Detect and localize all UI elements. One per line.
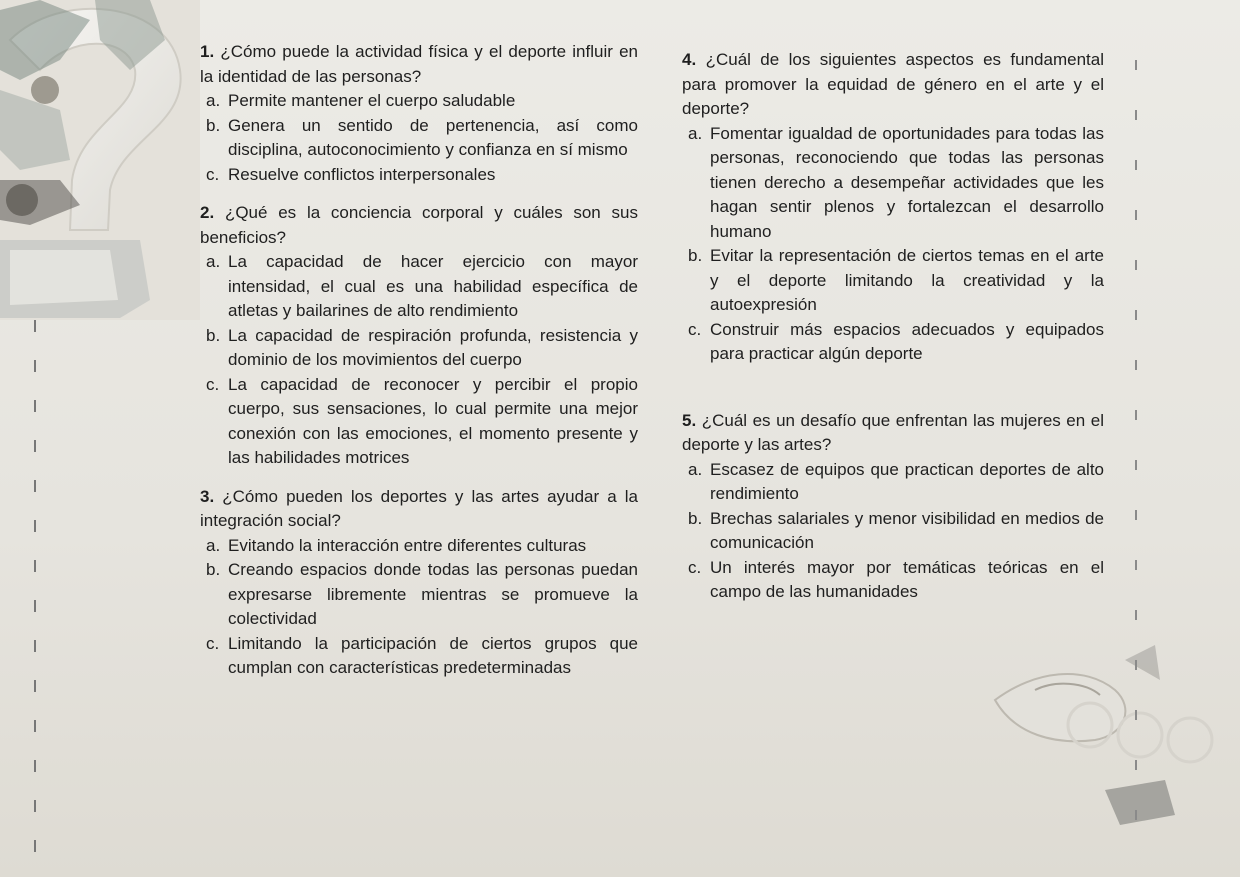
question-stem: ¿Cuál de los siguientes aspectos es fundamental para promover la equidad de género en el arte y el deporte? [682,50,1104,118]
option-1b[interactable] [200,114,638,163]
question-2 [200,201,638,471]
option-2a[interactable] [200,250,638,324]
option-3a[interactable] [200,534,638,559]
question-2-text [200,201,638,250]
question-stem: ¿Cómo pueden los deportes y las artes ayudar a la integración social? [200,486,638,530]
option-text: Brechas salariales y menor visibilidad en medios de comunicación [710,508,1104,552]
question-number: 4. [682,50,697,69]
option-2b[interactable] [200,324,638,373]
option-text: Fomentar igualdad de oportunidades para todas las personas, reconociendo que todas las personas tienen derecho a desempeñar actividades que les hagan sentir plenos y fortalezcan el desarrollo humano [710,123,1104,241]
option-letter: b. [688,508,703,528]
option-text: Genera un sentido de pertenencia, así como disciplina, autoconocimiento y confianza en sí mismo [228,115,638,159]
option-letter: b. [206,115,221,135]
option-letter: b. [206,325,221,345]
sports-illustration [0,0,200,320]
option-letter: a. [688,123,703,143]
right-margin-dashes [1128,40,1144,860]
question-4 [682,48,1104,367]
question-3 [200,485,638,681]
option-4c[interactable] [682,318,1104,367]
option-text: Construir más espacios adecuados y equipados para practicar algún deporte [710,319,1104,363]
option-letter: c. [688,557,702,577]
option-text: La capacidad de hacer ejercicio con mayor intensidad, el cual es una habilidad específica de atletas y bailarines de alto rendimiento [228,252,638,320]
option-5b[interactable] [682,507,1104,556]
option-letter: a. [206,252,221,271]
option-1a[interactable] [200,89,638,114]
question-5-text [682,409,1104,458]
question-4-text [682,48,1104,122]
option-text: Evitando la interacción entre diferentes culturas [228,535,587,555]
option-letter: c. [206,164,220,184]
option-text: La capacidad de respiración profunda, resistencia y dominio de los movimientos del cuerpo [228,325,638,369]
question-1 [200,40,638,187]
left-margin-dashes [30,320,42,860]
option-text: Un interés mayor por temáticas teóricas en el campo de las humanidades [710,557,1104,601]
option-5c[interactable] [682,556,1104,605]
hand-painting-illustration [975,640,1240,877]
question-number: 5. [682,410,697,430]
option-2c[interactable] [200,373,638,471]
option-letter: b. [206,560,221,579]
option-letter: a. [206,91,221,110]
option-letter: b. [688,246,703,265]
option-4a[interactable] [682,122,1104,245]
question-5 [682,409,1104,605]
question-stem: ¿Cuál es un desafío que enfrentan las mujeres en el deporte y las artes? [682,410,1104,454]
option-3b[interactable] [200,558,638,632]
option-1c[interactable] [200,163,638,188]
question-stem: ¿Cómo puede la actividad física y el deporte influir en la identidad de las personas? [200,42,638,86]
question-3-text [200,485,638,534]
option-text: Escasez de equipos que practican deportes de alto rendimiento [710,459,1104,503]
question-number: 2. [200,203,215,222]
option-letter: a. [688,459,703,479]
option-text: Evitar la representación de ciertos temas en el arte y el deporte limitando la creatividad y la autoexpresión [710,246,1104,314]
option-letter: c. [688,319,702,339]
option-text: Permite mantener el cuerpo saludable [228,91,516,110]
option-text: La capacidad de reconocer y percibir el propio cuerpo, sus sensaciones, lo cual permite una mejor conexión con las emociones, el momento presente y las habilidades motrices [228,374,638,467]
option-4b[interactable] [682,244,1104,318]
option-letter: a. [206,535,221,555]
question-stem: ¿Qué es la conciencia corporal y cuáles son sus beneficios? [200,203,638,247]
left-column [200,40,638,681]
question-1-text [200,40,638,89]
option-3c[interactable] [200,632,638,681]
option-text: Resuelve conflictos interpersonales [228,164,496,184]
option-text: Creando espacios donde todas las personas puedan expresarse libremente mientras se promueve la colectividad [228,560,638,628]
question-number: 1. [200,42,215,61]
option-text: Limitando la participación de ciertos grupos que cumplan con características predeterminadas [228,633,638,677]
right-column [682,48,1104,605]
option-letter: c. [206,374,220,394]
option-letter: c. [206,633,220,653]
question-number: 3. [200,486,215,506]
option-5a[interactable] [682,458,1104,507]
